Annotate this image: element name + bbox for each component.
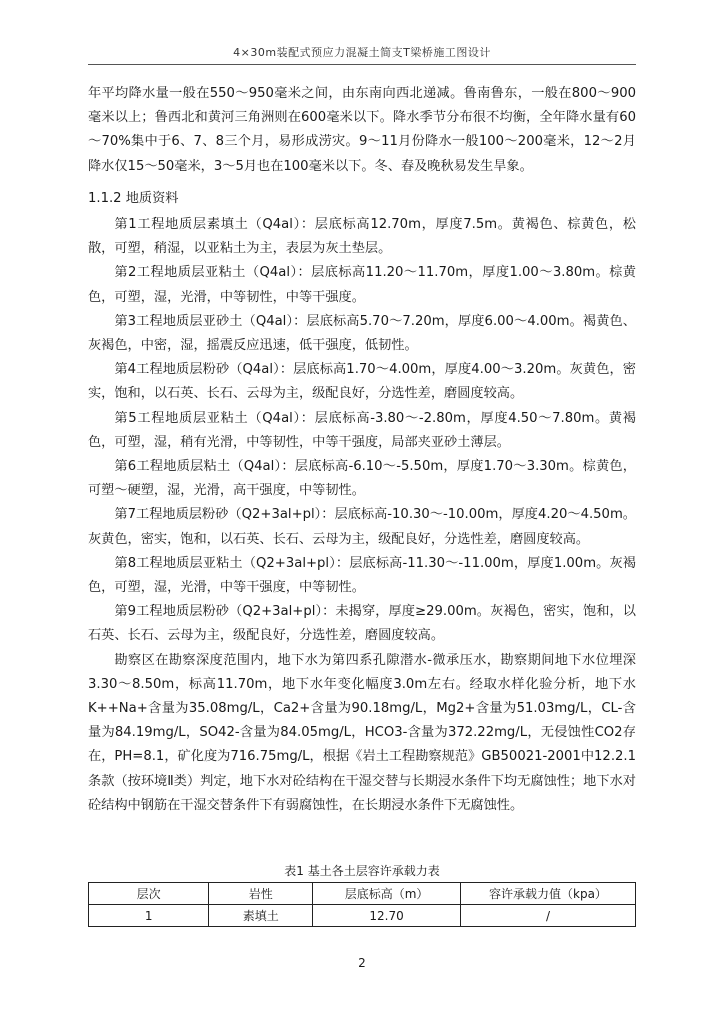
section-heading: 1.1.2 地质资料	[88, 190, 179, 206]
header-layer: 层次	[89, 883, 209, 905]
layer-3-paragraph: 第3工程地质层亚砂土（Q4al）：层底标高5.70～7.20m，厚度6.00～4.00m。褐黄色、灰褐色，中密，湿，摇震反应迅速，低干强度，低韧性。	[88, 313, 636, 354]
cell-bottom-elevation: 12.70	[313, 905, 461, 927]
cell-lithology: 素填土	[209, 905, 313, 927]
page-number: 2	[358, 956, 366, 970]
layer-9-paragraph: 第9工程地质层粉砂（Q2+3al+pl）：未揭穿，厚度≥29.00m。灰褐色，密实，饱和，以石英、长石、云母为主，级配良好，分选性差，磨圆度较高。	[88, 604, 636, 644]
layer-8-paragraph: 第8工程地质层亚粘土（Q2+3al+pl）：层底标高-11.30～-11.00m，厚度1.00m。灰褐色，可塑，湿，光滑，中等干强度，中等韧性。	[88, 555, 636, 596]
cell-bearing-capacity: /	[460, 905, 635, 927]
cell-layer: 1	[89, 905, 209, 927]
layer-6-paragraph: 第6工程地质层粘土（Q4al）：层底标高-6.10～-5.50m，厚度1.70～3.30m。棕黄色，可塑～硬塑，湿，光滑，高干强度，中等韧性。	[88, 459, 636, 499]
header-bearing-capacity: 容许承载力值（kpa）	[460, 883, 635, 905]
groundwater-paragraph: 勘察区在勘察深度范围内，地下水为第四系孔隙潜水-微承压水，勘察期间地下水位埋深3.30～8.50m，标高11.70m，地下水年变化幅度3.0m左右。经取水样化验分析，地下水K++Na+含量为35.08mg/L，Ca2+含量为90.18mg/L，Mg2+含量为51.03mg/L，CL-含量为84.19mg/L，SO42-含量为84.05mg/L，HCO3-含量为372.22mg/L，无侵蚀性CO2存在，PH=8.1，矿化度为716.75mg/L，根据《岩土工程勘察规范》GB50021-2001中12.2.1条款（按环境Ⅱ类）判定，地下水对砼结构在干湿交替与长期浸水条件下均无腐蚀性；地下水对砼结构中钢筋在干湿交替条件下有弱腐蚀性，在长期浸水条件下无腐蚀性。	[88, 652, 636, 813]
layer-2-paragraph: 第2工程地质层亚粘土（Q4al）：层底标高11.20～11.70m，厚度1.00～3.80m。棕黄色，可塑，湿，光滑，中等韧性，中等干强度。	[88, 265, 636, 305]
document-body	[88, 82, 636, 818]
table-row	[89, 905, 636, 927]
rainfall-paragraph: 年平均降水量一般在550～950毫米之间，由东南向西北递减。鲁南鲁东，一般在800～900毫米以上；鲁西北和黄河三角洲则在600毫米以下。降水季节分布很不均衡，全年降水量有60～70%集中于6、7、8三个月，易形成涝灾。9～11月份降水一般100～200毫米，12～2月降水仅15～50毫米，3～5月也在100毫米以下。冬、春及晚秋易发生旱象。	[88, 86, 636, 174]
layer-1-paragraph: 第1工程地质层素填土（Q4al）：层底标高12.70m，厚度7.5m。黄褐色、棕黄色，松散，可塑，稍湿，以亚粘土为主，表层为灰土垫层。	[88, 217, 636, 257]
bearing-capacity-table	[88, 882, 636, 927]
page-header: 4×30m装配式预应力混凝土简支T梁桥施工图设计	[233, 46, 491, 59]
layer-4-paragraph: 第4工程地质层粉砂（Q4al）：层底标高1.70～4.00m，厚度4.00～3.20m。灰黄色，密实，饱和，以石英、长石、云母为主，级配良好，分选性差，磨圆度较高。	[88, 362, 636, 402]
layer-5-paragraph: 第5工程地质层亚粘土（Q4al）：层底标高-3.80～-2.80m，厚度4.50～7.80m。黄褐色，可塑，湿，稍有光滑，中等韧性，中等干强度，局部夹亚砂土薄层。	[88, 410, 636, 450]
table-caption: 表1 基土各土层容许承载力表	[284, 864, 440, 878]
header-bottom-elevation: 层底标高（m）	[313, 883, 461, 905]
header-divider	[88, 64, 636, 65]
header-lithology: 岩性	[209, 883, 313, 905]
table-header-row	[89, 883, 636, 905]
layer-7-paragraph: 第7工程地质层粉砂（Q2+3al+pl）：层底标高-10.30～-10.00m，厚度4.20～4.50m。灰黄色，密实，饱和，以石英、长石、云母为主，级配良好，分选性差，磨圆度较高。	[88, 507, 636, 547]
